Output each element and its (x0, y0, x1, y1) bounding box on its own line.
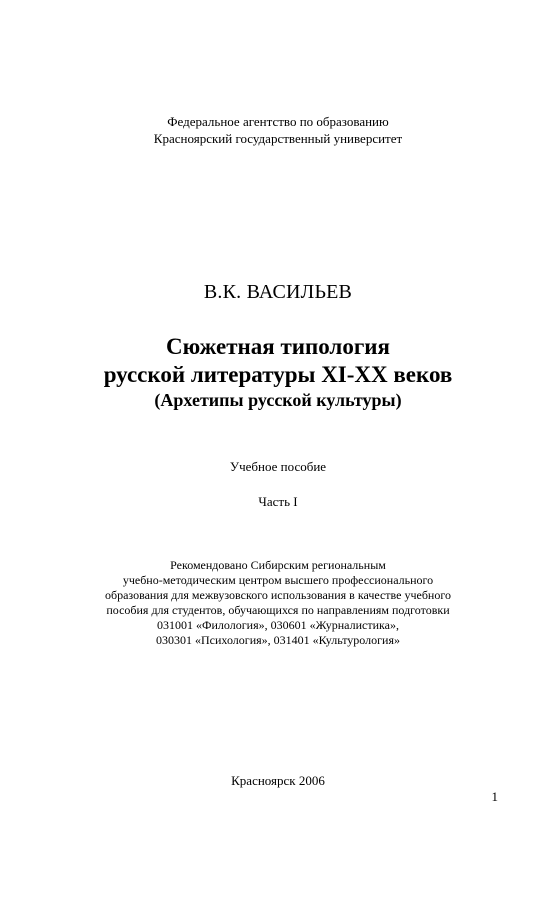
book-title (0, 333, 556, 389)
book-title-line-1: Сюжетная типология (166, 334, 390, 359)
recommendation-line: учебно-методическим центром высшего профессионального (122, 573, 434, 587)
document-type: Учебное пособие (229, 459, 327, 474)
recommendation-line: 030301 «Психология», 031401 «Культурология» (155, 633, 400, 647)
author-name: В.К. ВАСИЛЬЕВ (203, 281, 353, 303)
book-title-line-2: русской литературы XI-XX веков (103, 362, 453, 387)
recommendation-line: Рекомендовано Сибирским региональным (170, 558, 386, 572)
recommendation-line: образования для межвузовского использования в качестве учебного (105, 588, 451, 602)
page-number: 1 (491, 789, 498, 804)
recommendation-line: пособия для студентов, обучающихся по направлениям подготовки (106, 603, 450, 617)
recommendation-line: 031001 «Филология», 030601 «Журналистика», (157, 618, 399, 632)
recommendation-block (0, 558, 556, 648)
organization-block (0, 113, 556, 147)
book-subtitle: (Архетипы русской культуры) (154, 390, 402, 410)
city-year: Красноярск 2006 (231, 773, 325, 788)
part-number: Часть I (258, 494, 298, 509)
organization-university: Красноярский государственный университет (153, 131, 403, 146)
organization-agency: Федеральное агентство по образованию (167, 114, 389, 129)
